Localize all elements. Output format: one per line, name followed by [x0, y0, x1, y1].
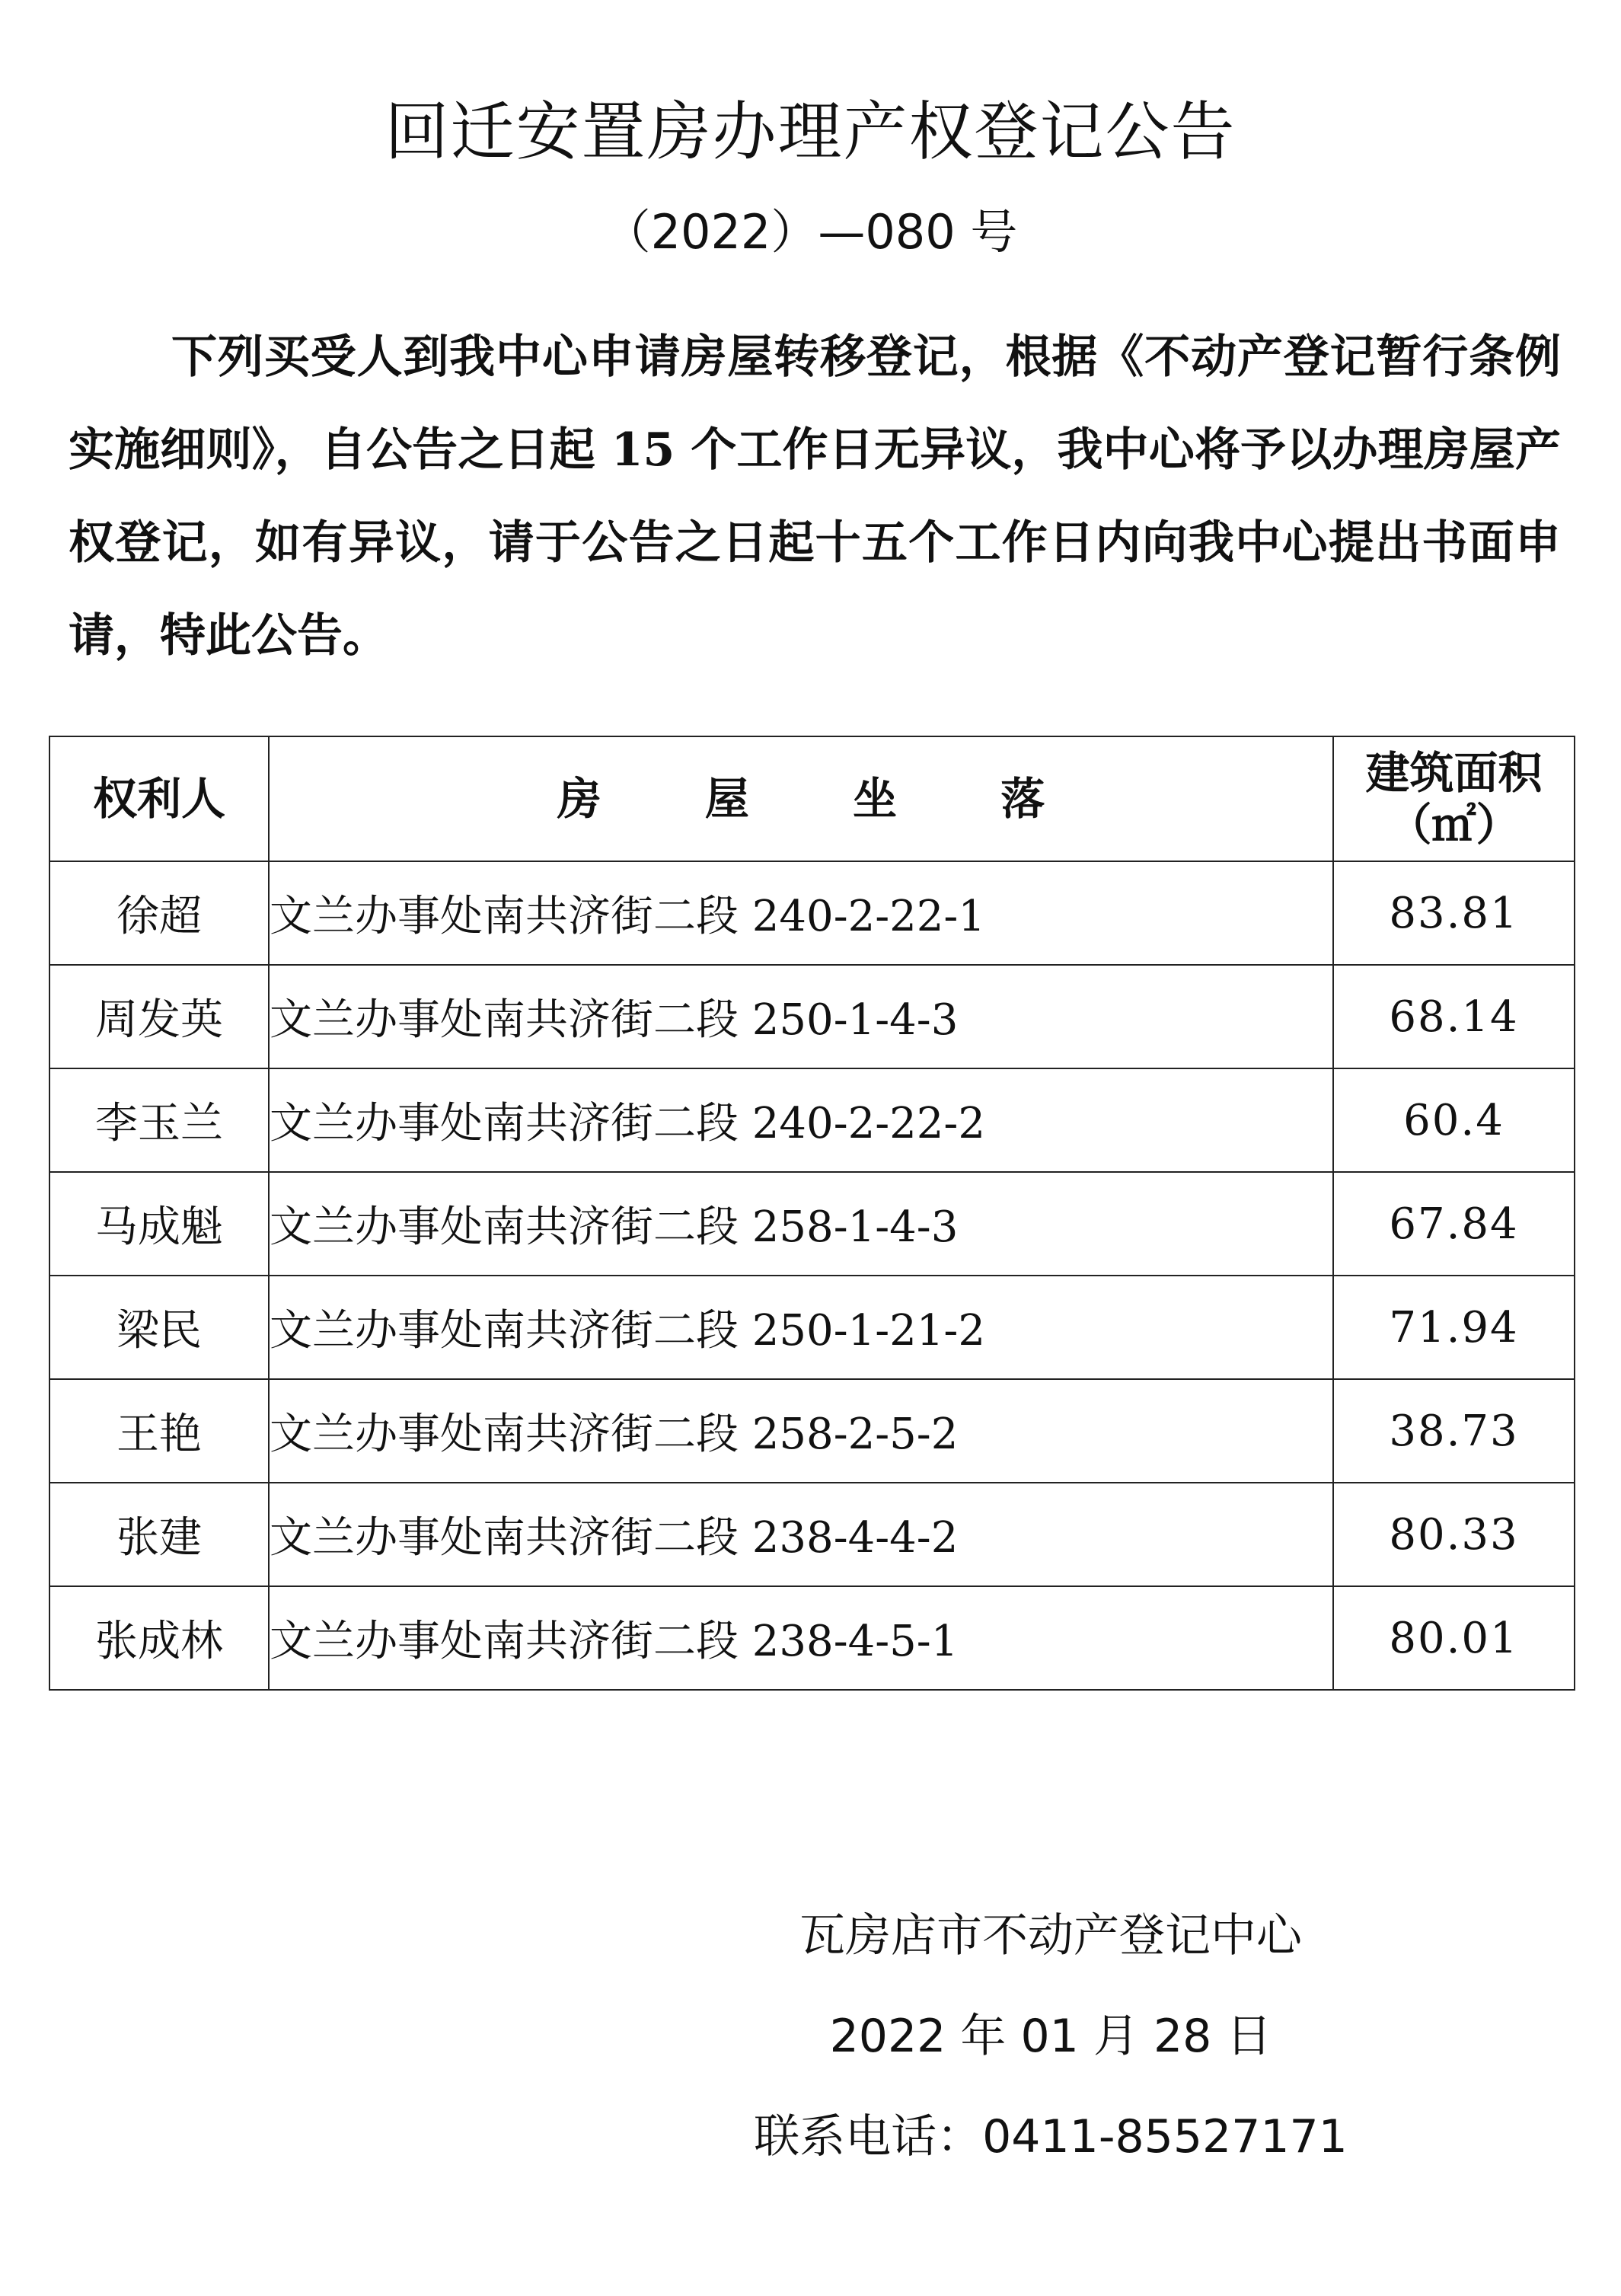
area-cell: 60.4 — [1333, 1068, 1575, 1172]
registration-table — [49, 736, 1575, 1691]
issuing-organization: 瓦房店市不动产登记中心 — [799, 1909, 1302, 1962]
address-cell: 文兰办事处南共济街二段 238-4-4-2 — [269, 1483, 1333, 1586]
address-cell: 文兰办事处南共济街二段 258-2-5-2 — [269, 1379, 1333, 1483]
table-row — [49, 965, 1575, 1068]
table-row — [49, 1483, 1575, 1586]
area-cell: 80.33 — [1333, 1483, 1575, 1586]
area-cell: 38.73 — [1333, 1379, 1575, 1483]
owner-cell: 周发英 — [49, 965, 269, 1068]
table-row — [49, 1586, 1575, 1690]
header-owner: 权利人 — [49, 736, 269, 861]
header-area-label: 建筑面积 — [1365, 747, 1543, 799]
table-row — [49, 1276, 1575, 1379]
owner-cell: 张建 — [49, 1483, 269, 1586]
address-cell: 文兰办事处南共济街二段 240-2-22-2 — [269, 1068, 1333, 1172]
table-header-row — [49, 736, 1575, 861]
header-area-unit: （㎡） — [1387, 799, 1520, 851]
document-number: （2022）—080 号 — [603, 204, 1018, 260]
table-row — [49, 1068, 1575, 1172]
address-cell: 文兰办事处南共济街二段 240-2-22-1 — [269, 861, 1333, 965]
header-address — [269, 736, 1333, 861]
page-title: 回迁安置房办理产权登记公告 — [385, 94, 1236, 169]
owner-cell: 徐超 — [49, 861, 269, 965]
area-cell: 80.01 — [1333, 1586, 1575, 1690]
owner-cell: 王艳 — [49, 1379, 269, 1483]
address-cell: 文兰办事处南共济街二段 238-4-5-1 — [269, 1586, 1333, 1690]
owner-cell: 马成魁 — [49, 1172, 269, 1276]
intro-paragraph: 下列买受人到我中心申请房屋转移登记，根据《不动产登记暂行条例实施细则》，自公告之日起 15 个工作日无异议，我中心将予以办理房屋产权登记，如有异议，请于公告之日起十五个工作日内向我中心提出书面申请，特此公告。 — [69, 331, 1561, 663]
contact-phone: 联系电话：0411-85527171 — [754, 2110, 1348, 2163]
owner-cell: 梁民 — [49, 1276, 269, 1379]
owner-cell: 张成林 — [49, 1586, 269, 1690]
area-cell: 67.84 — [1333, 1172, 1575, 1276]
area-cell: 68.14 — [1333, 965, 1575, 1068]
address-cell: 文兰办事处南共济街二段 258-1-4-3 — [269, 1172, 1333, 1276]
header-address-label: 房 屋 坐 落 — [557, 773, 1090, 825]
owner-cell: 李玉兰 — [49, 1068, 269, 1172]
issue-date: 2022 年 01 月 28 日 — [829, 2010, 1272, 2063]
table-row — [49, 861, 1575, 965]
table-row — [49, 1172, 1575, 1276]
area-cell: 71.94 — [1333, 1276, 1575, 1379]
area-cell: 83.81 — [1333, 861, 1575, 965]
address-cell: 文兰办事处南共济街二段 250-1-21-2 — [269, 1276, 1333, 1379]
address-cell: 文兰办事处南共济街二段 250-1-4-3 — [269, 965, 1333, 1068]
header-area — [1333, 736, 1575, 861]
table-row — [49, 1379, 1575, 1483]
